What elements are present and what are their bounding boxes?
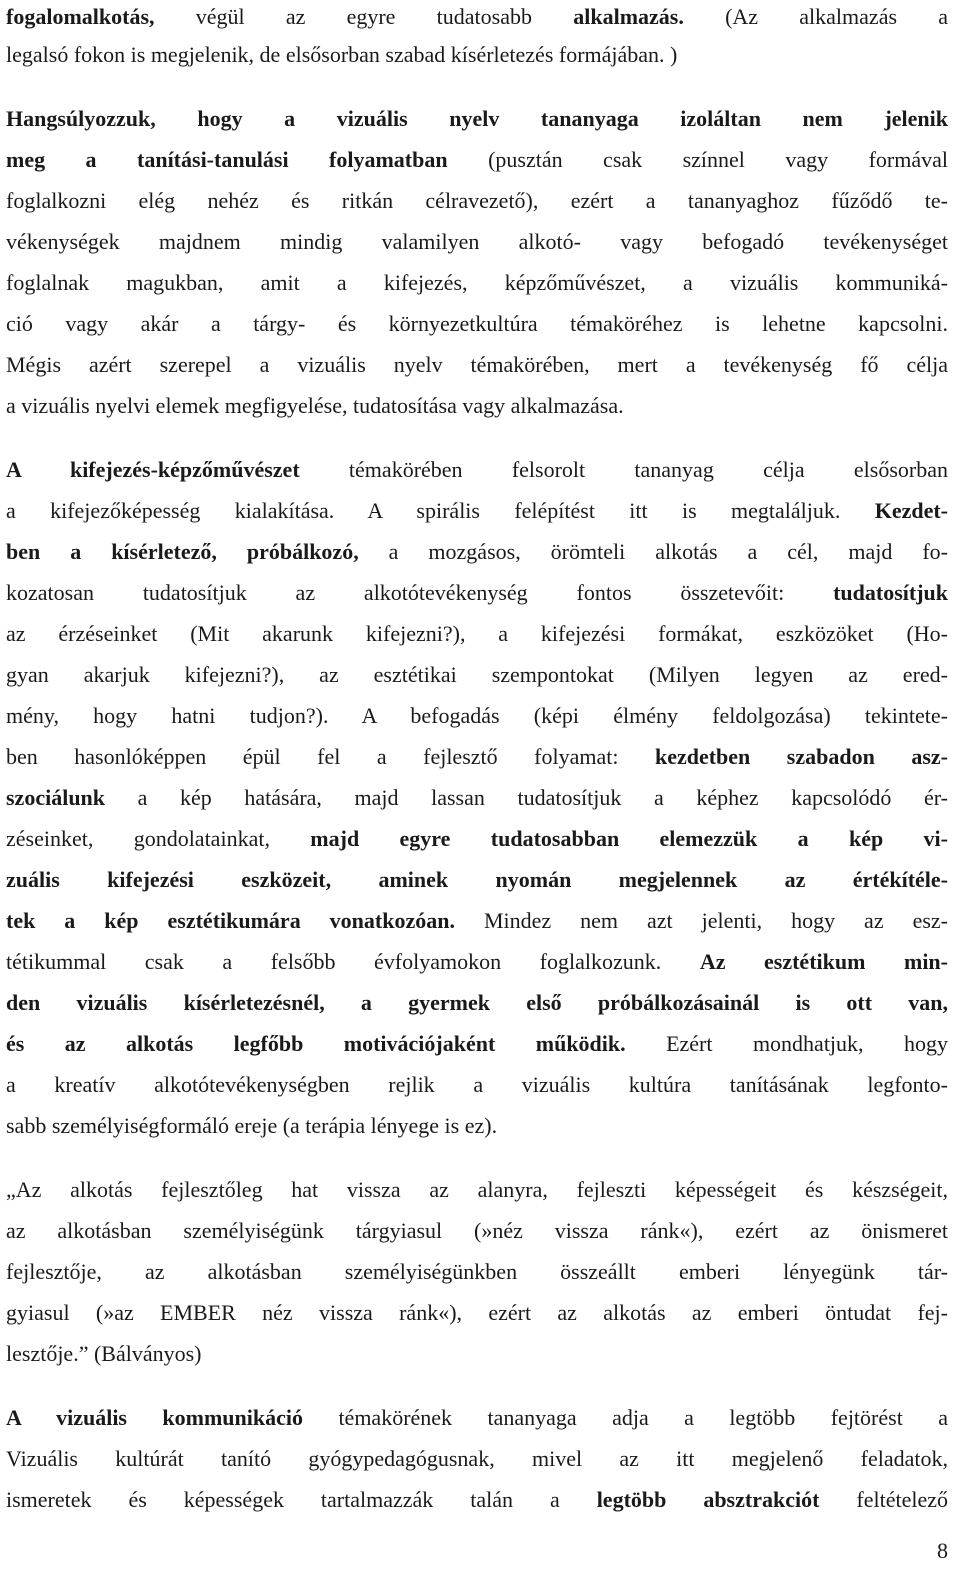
text-run: tétikummal csak a felsőbb évfolyamokon foglalkozunk. [6,949,700,974]
bold-text: fogalomalkotás, [6,4,155,29]
text-line [6,1214,948,1248]
text-run: kozatosan tudatosítjuk az alkotótevékenység fontos összetevőit: [6,580,834,605]
text-run: legalsó fokon is megjelenik, de elsősorban szabad kísérletezés formájában. ) [6,42,678,67]
text-line [6,945,948,979]
text-line [6,1337,948,1371]
text-line [6,1027,948,1061]
text-line [6,986,948,1020]
text-run: vékenységek majdnem mindig valamilyen alkotó- vagy befogadó tevékenységet [6,229,948,254]
text-run: Ezért mondhatjuk, hogy [625,1031,948,1056]
bold-text: majd egyre tudatosabban elemezzük a kép vi- [310,826,948,851]
bold-text: A vizuális kommunikáció [6,1405,304,1430]
text-line [6,1401,948,1435]
text-run: Vizuális kultúrát tanító gyógypedagógusnak, mivel az itt megjelenő feladatok, [6,1446,948,1471]
text-line [6,1255,948,1289]
bold-text: ben a kísérletező, próbálkozó, [6,539,359,564]
text-run: a mozgásos, örömteli alkotás a cél, majd fo- [358,539,948,564]
text-line [6,1068,948,1102]
text-line [6,1296,948,1330]
text-run: ció vagy akár a tárgy- és környezetkultúra témaköréhez is lehetne kapcsolni. [6,311,948,336]
text-run: ismeretek és képességek tartalmazzák talán a [6,1487,597,1512]
text-line [6,225,948,259]
bold-text: és az alkotás legfőbb motivációjaként működik. [6,1031,626,1056]
text-line [6,1442,948,1476]
page-number: 8 [937,1538,948,1563]
text-run: „Az alkotás fejlesztőleg hat vissza az alanyra, fejleszti képességeit és készségeit, [6,1177,948,1202]
bold-text: szociálunk [6,785,106,810]
text-line [6,453,948,487]
bold-text: tek a kép esztétikumára vonatkozóan. [6,908,455,933]
text-line [6,781,948,815]
text-run: az alkotásban személyiségünk tárgyiasul (»néz vissza ránk«), ezért az önismeret [6,1218,948,1243]
text-run: Mégis azért szerepel a vizuális nyelv témakörében, mert a tevékenység fő célja [6,352,948,377]
bold-text: Az esztétikum min- [699,949,948,974]
bold-text: tudatosítjuk [833,580,948,605]
text-run: a kifejezőképesség kialakítása. A spirális felépítést itt is megtaláljuk. [6,498,875,523]
text-run: a vizuális nyelvi elemek megfigyelése, tudatosítása vagy alkalmazása. [6,393,624,418]
text-run: foglalkozni elég nehéz és ritkán célravezető), ezért a tananyaghoz fűződő te- [6,188,948,213]
text-line [6,1483,948,1517]
text-line [6,0,948,34]
text-run: témakörének tananyaga adja a legtöbb fejtörést a [303,1405,949,1430]
text-run: zéseinket, gondolatainkat, [6,826,311,851]
text-line [6,348,948,382]
text-run: foglalnak magukban, amit a kifejezés, képzőművészet, a vizuális kommuniká- [6,270,948,295]
bold-text: zuális kifejezési eszközeit, aminek nyomán megjelennek az értékítéle- [6,867,948,892]
text-run: (pusztán csak színnel vagy formával [447,147,948,172]
bold-text: legtöbb absztrakciót [596,1487,820,1512]
text-line [6,389,948,423]
text-run: végül az egyre tudatosabb [154,4,574,29]
text-run: ben hasonlóképpen épül fel a fejlesztő folyamat: [6,744,655,769]
text-run: témakörében felsorolt tananyag célja elsősorban [299,457,948,482]
bold-text: den vizuális kísérletezésnél, a gyermek első próbálkozásainál is ott van, [6,990,948,1015]
bold-text: Hangsúlyozzuk, hogy a vizuális nyelv tananyaga izoláltan nem jelenik [6,106,948,131]
text-run: sabb személyiségformáló ereje (a terápia lényege is ez). [6,1113,498,1138]
text-line [6,617,948,651]
text-line [6,822,948,856]
text-run: mény, hogy hatni tudjon?). A befogadás (képi élmény feldolgozása) tekintete- [6,703,948,728]
bold-text: meg a tanítási-tanulási folyamatban [6,147,448,172]
text-line [6,143,948,177]
text-line [6,1173,948,1207]
text-run: feltételező [819,1487,948,1512]
bold-text: A kifejezés-képzőművészet [6,457,300,482]
text-line [6,1109,948,1143]
text-line [6,863,948,897]
text-line [6,307,948,341]
bold-text: Kezdet- [874,498,948,523]
text-line [6,102,948,136]
text-line [6,38,948,72]
text-line [6,904,948,938]
text-line [6,494,948,528]
bold-text: kezdetben szabadon asz- [654,744,948,769]
text-run: Mindez nem azt jelenti, hogy az esz- [454,908,948,933]
text-line [6,266,948,300]
text-run: lesztője.” (Bálványos) [6,1341,202,1366]
text-line [6,740,948,774]
text-run: gyiasul (»az EMBER néz vissza ránk«), ezért az alkotás az emberi öntudat fej- [6,1300,948,1325]
text-line [6,535,948,569]
text-run: (Az alkalmazás a [683,4,949,29]
text-line [6,184,948,218]
text-run: a kreatív alkotótevékenységben rejlik a vizuális kultúra tanításának legfonto- [6,1072,948,1097]
text-line [6,576,948,610]
text-line [6,658,948,692]
text-run: fejlesztője, az alkotásban személyiségünkben összeállt emberi lényegünk tár- [6,1259,948,1284]
text-run: a kép hatására, majd lassan tudatosítjuk a képhez kapcsolódó ér- [105,785,948,810]
text-run: az érzéseinket (Mit akarunk kifejezni?), a kifejezési formákat, eszközöket (Ho- [6,621,948,646]
text-line [6,699,948,733]
bold-text: alkalmazás. [573,4,684,29]
text-run: gyan akarjuk kifejezni?), az esztétikai szempontokat (Milyen legyen az ered- [6,662,948,687]
